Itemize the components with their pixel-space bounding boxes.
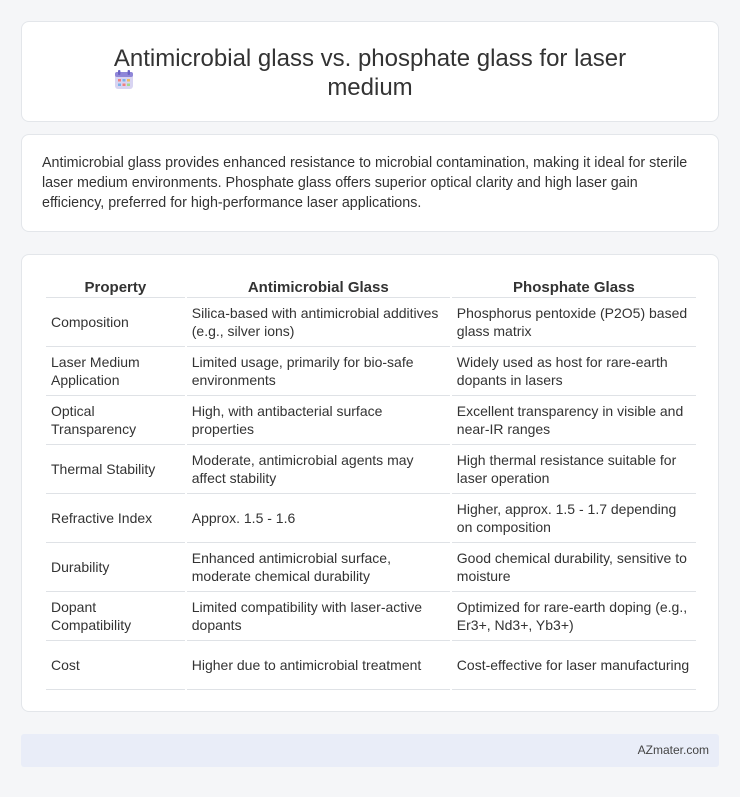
- antimicrobial-cell: Limited usage, primarily for bio-safe environments: [187, 347, 450, 396]
- table-row: [46, 592, 696, 641]
- table-row: [46, 298, 696, 347]
- header-antimicrobial-glass: Antimicrobial Glass: [187, 277, 450, 298]
- summary-card: [21, 134, 719, 232]
- footer-brand: AZmater.com: [637, 743, 709, 757]
- title-card: [21, 21, 719, 122]
- antimicrobial-cell: Silica-based with antimicrobial additives (e.g., silver ions): [187, 298, 450, 347]
- property-cell: Dopant Compatibility: [46, 592, 185, 641]
- footer: [21, 734, 719, 767]
- phosphate-cell: Higher, approx. 1.5 - 1.7 depending on composition: [452, 494, 696, 543]
- property-cell: Composition: [46, 298, 185, 347]
- page-title: [22, 44, 718, 102]
- phosphate-cell: Phosphorus pentoxide (P2O5) based glass matrix: [452, 298, 696, 347]
- phosphate-cell: Cost-effective for laser manufacturing: [452, 641, 696, 690]
- antimicrobial-cell: Moderate, antimicrobial agents may affect stability: [187, 445, 450, 494]
- antimicrobial-cell: Higher due to antimicrobial treatment: [187, 641, 450, 690]
- header-phosphate-glass: Phosphate Glass: [452, 277, 696, 298]
- phosphate-cell: Excellent transparency in visible and near-IR ranges: [452, 396, 696, 445]
- property-cell: Cost: [46, 641, 185, 690]
- table-row: [46, 494, 696, 543]
- summary-text: Antimicrobial glass provides enhanced resistance to microbial contamination, making it ideal for sterile laser medium environments. Phosphate glass offers superior optical clarity and high laser gain efficiency, preferred for high-performance laser applications.: [42, 155, 688, 211]
- header-property: Property: [46, 277, 185, 298]
- phosphate-cell: High thermal resistance suitable for laser operation: [452, 445, 696, 494]
- property-cell: Optical Transparency: [46, 396, 185, 445]
- phosphate-cell: Good chemical durability, sensitive to moisture: [452, 543, 696, 592]
- comparison-table: [44, 277, 698, 690]
- phosphate-cell: Optimized for rare-earth doping (e.g., Er3+, Nd3+, Yb3+): [452, 592, 696, 641]
- antimicrobial-cell: Enhanced antimicrobial surface, moderate chemical durability: [187, 543, 450, 592]
- table-header-row: [46, 277, 696, 298]
- page-title-line-1: Antimicrobial glass vs. phosphate glass for laser: [113, 45, 627, 72]
- table-row: [46, 445, 696, 494]
- page-title-line-2: medium: [327, 74, 413, 101]
- property-cell: Thermal Stability: [46, 445, 185, 494]
- property-cell: Durability: [46, 543, 185, 592]
- property-cell: Refractive Index: [46, 494, 185, 543]
- comparison-table-card: [21, 254, 719, 712]
- table-row: [46, 347, 696, 396]
- phosphate-cell: Widely used as host for rare-earth dopants in lasers: [452, 347, 696, 396]
- antimicrobial-cell: Limited compatibility with laser-active dopants: [187, 592, 450, 641]
- table-row: [46, 543, 696, 592]
- antimicrobial-cell: Approx. 1.5 - 1.6: [187, 494, 450, 543]
- table-row: [46, 396, 696, 445]
- property-cell: Laser Medium Application: [46, 347, 185, 396]
- table-row: [46, 641, 696, 690]
- antimicrobial-cell: High, with antibacterial surface properties: [187, 396, 450, 445]
